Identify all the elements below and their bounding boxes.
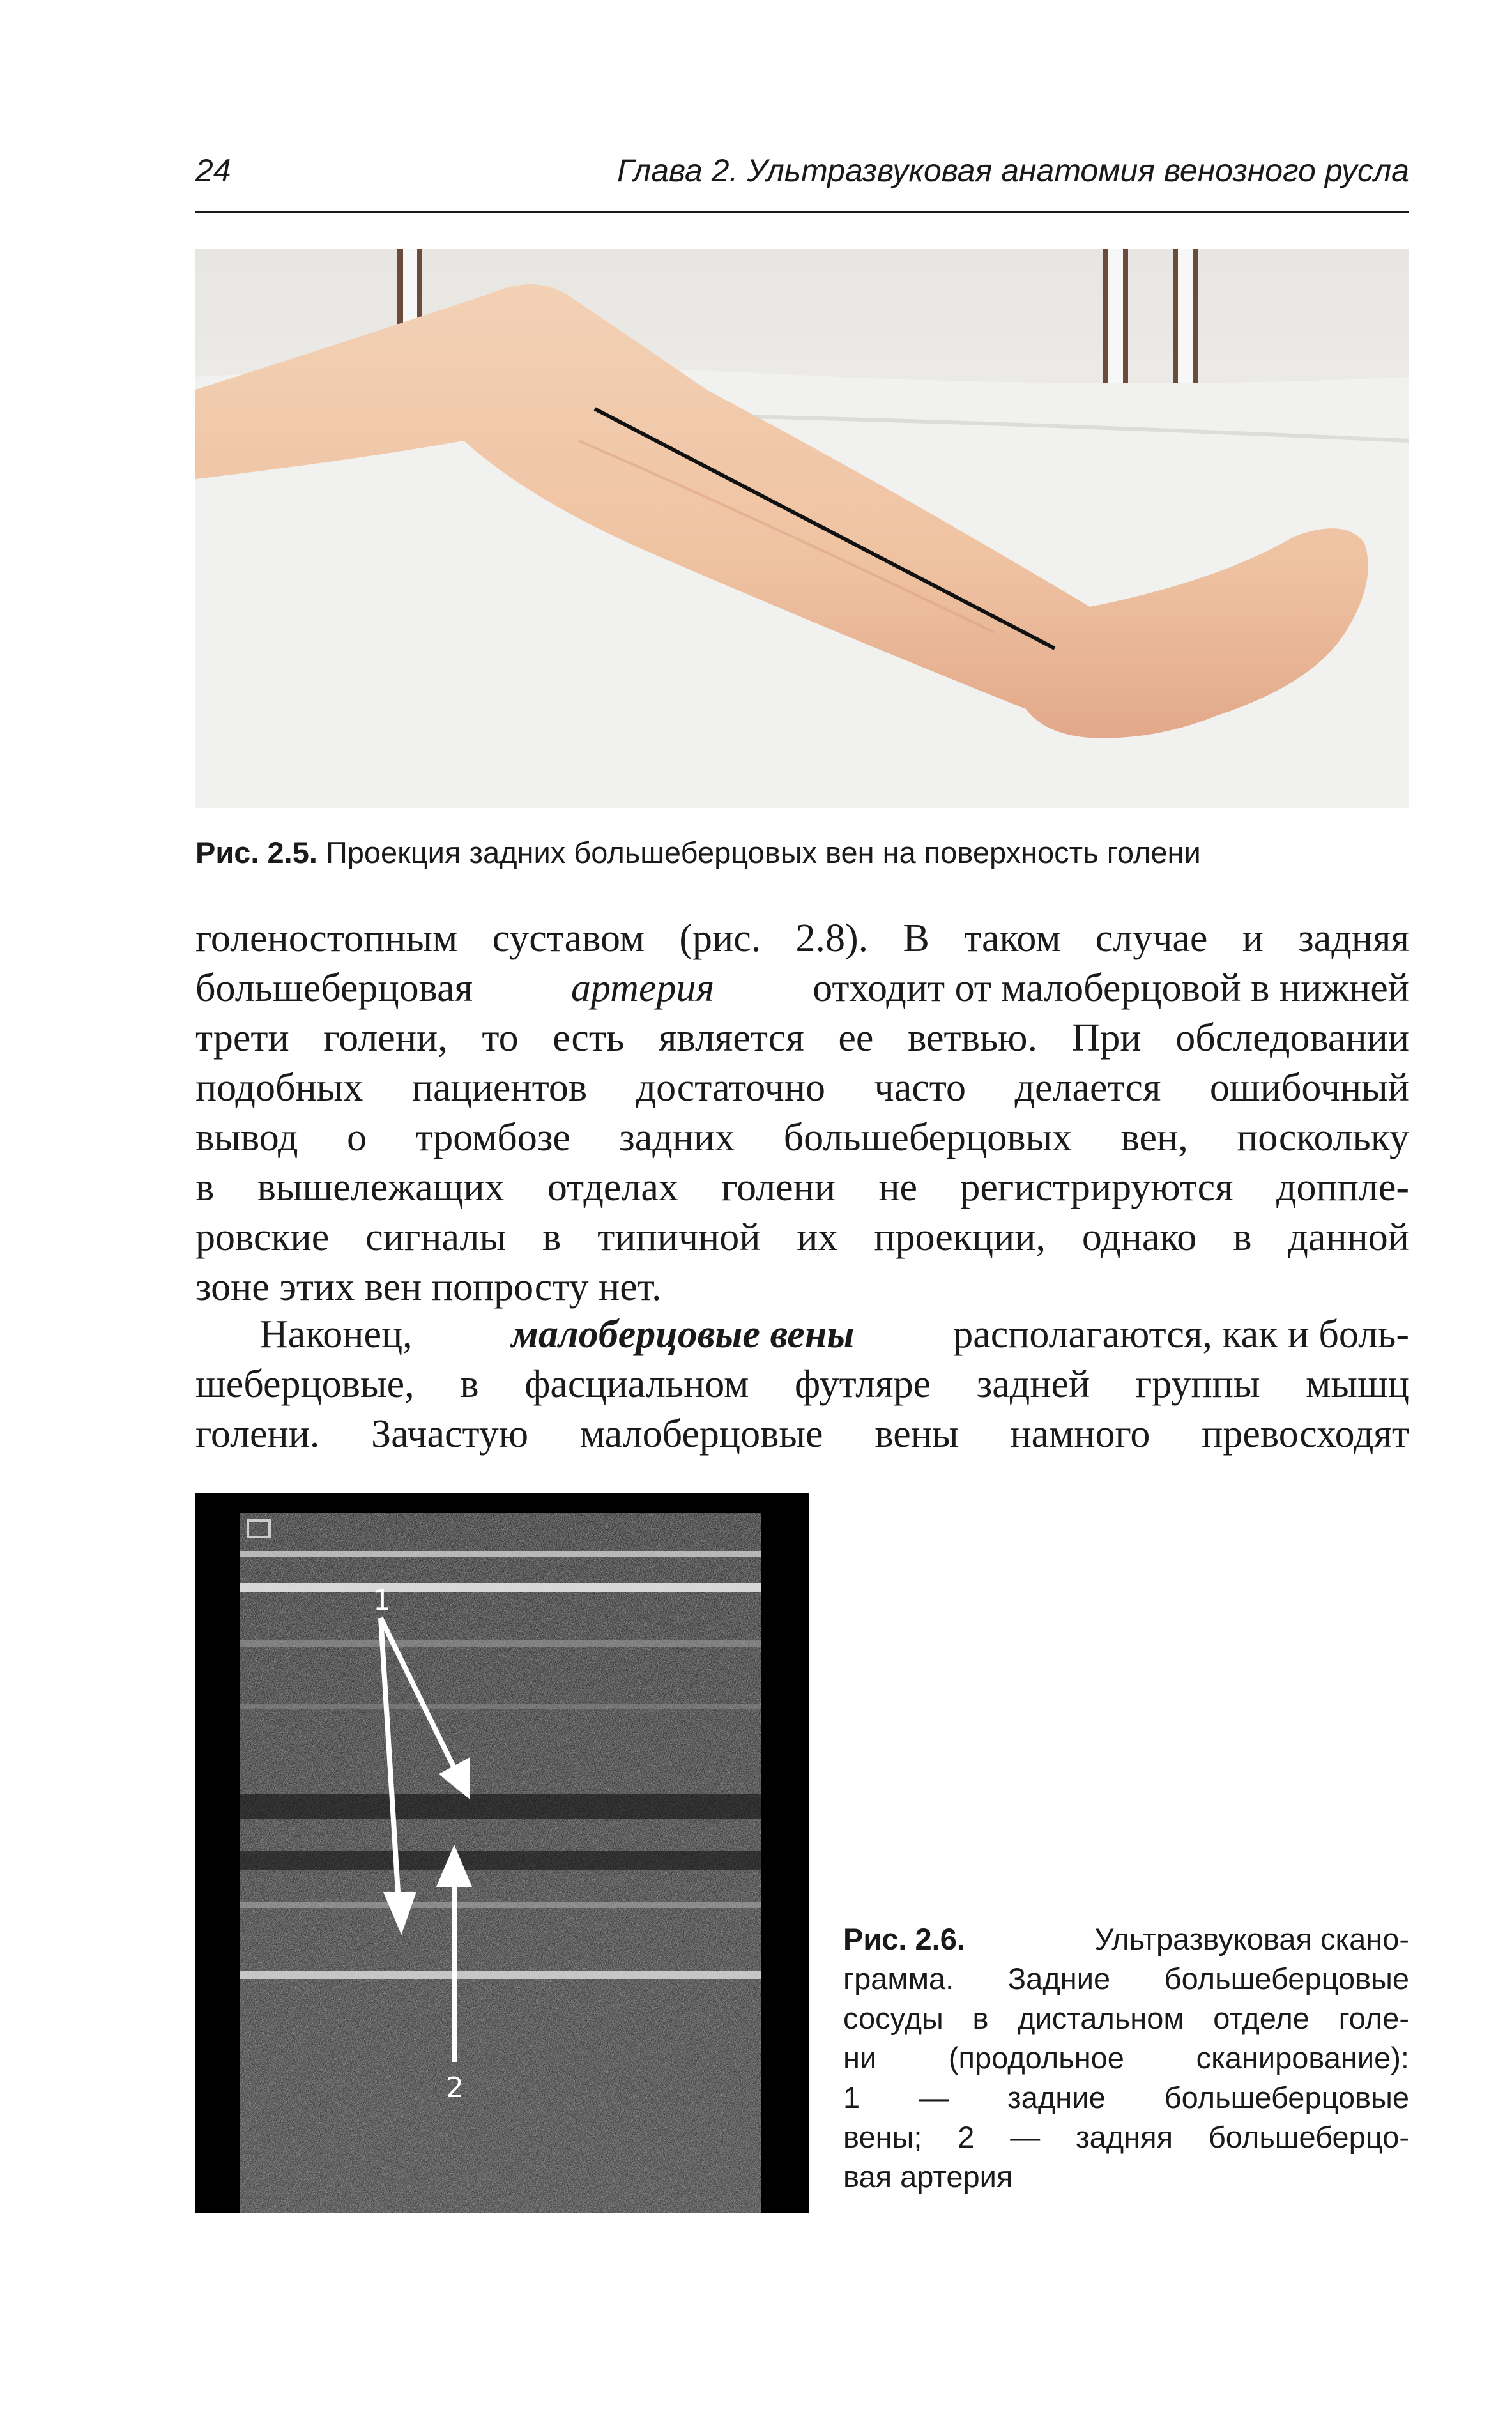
figure-2-6-caption-line xyxy=(843,1959,1409,1999)
figure-2-6-label: Рис. 2.6. xyxy=(843,1922,965,1956)
paragraph-2 xyxy=(195,1309,1409,1459)
term-peroneal-veins: малоберцовые вены xyxy=(511,1313,855,1356)
leg-photo-illustration xyxy=(195,249,1409,808)
header-rule xyxy=(195,211,1409,213)
caption-word: 2 xyxy=(958,2120,975,2154)
caption-word: вены; xyxy=(843,2120,922,2154)
caption-word: сканирование): xyxy=(1196,2041,1409,2075)
paragraph-1-line: вывод о тромбозе задних большеберцовых вен, поскольку xyxy=(195,1116,1409,1159)
paragraph-2-line xyxy=(195,1309,1409,1359)
paragraph-1-line: трети голени, то есть является ее ветвью. При обследовании xyxy=(195,1016,1409,1060)
paragraph-2-line: шеберцовые, в фасциальном футляре задней группы мышц xyxy=(195,1362,1409,1406)
arrow-label-1: 1 xyxy=(373,1584,391,1617)
paragraph-1-line: в вышележащих отделах голени не регистрируются доппле- xyxy=(195,1166,1409,1209)
caption-word: задняя xyxy=(1076,2120,1173,2154)
running-header xyxy=(195,152,1409,203)
caption-word: задние xyxy=(1007,2080,1106,2114)
figure-2-6-caption-line xyxy=(843,2118,1409,2157)
arrow-label-2: 2 xyxy=(446,2072,464,2104)
chapter-title: Глава 2. Ультразвуковая анатомия венозного русла xyxy=(617,153,1409,188)
paragraph-1 xyxy=(195,913,1409,1312)
term-artery: артерия xyxy=(570,966,715,1010)
paragraph-2-start: Наконец, xyxy=(259,1313,413,1356)
caption-word: большеберцо- xyxy=(1208,2120,1409,2154)
figure-2-6-caption-line xyxy=(843,1999,1409,2038)
figure-2-6-text: Ультразвуковая скано- xyxy=(1094,1922,1409,1956)
caption-word: грамма. xyxy=(843,1962,954,1995)
paragraph-1-line: зоне этих вен попросту нет. xyxy=(195,1265,662,1309)
caption-word: (продольное xyxy=(948,2041,1124,2075)
figure-2-6-caption xyxy=(843,1919,1409,2197)
paragraph-1-line: подобных пациентов достаточно часто делается ошибочный xyxy=(195,1066,1409,1110)
paragraph-1-line-2-end: отходит от малоберцовой в нижней xyxy=(813,966,1409,1010)
caption-word: большеберцовые xyxy=(1164,1962,1409,1995)
paragraph-2-line: голени. Зачастую малоберцовые вены намного превосходят xyxy=(195,1412,1409,1456)
paragraph-1-line xyxy=(195,963,1409,1013)
caption-word: голе- xyxy=(1338,2001,1409,2035)
figure-2-6-text: вая артерия xyxy=(843,2160,1013,2194)
caption-word: 1 xyxy=(843,2080,860,2114)
page-number: 24 xyxy=(195,153,231,188)
paragraph-1-line-2-start: большеберцовая xyxy=(195,966,473,1010)
caption-word: дистальном xyxy=(1018,2001,1184,2035)
figure-2-5-text: Проекция задних большеберцовых вен на поверхность голени xyxy=(325,836,1201,869)
caption-word: Задние xyxy=(1007,1962,1111,1995)
caption-word: ни xyxy=(843,2041,877,2075)
figure-2-6-caption-line xyxy=(843,2038,1409,2078)
figure-2-5-caption xyxy=(195,834,1409,872)
caption-word: в xyxy=(972,2001,989,2035)
ultrasound-scan-image xyxy=(195,1493,809,2213)
caption-word: сосуды xyxy=(843,2001,943,2035)
ultrasound-scan xyxy=(195,1493,809,2213)
caption-word: — xyxy=(919,2080,949,2114)
leg-photo xyxy=(195,249,1409,808)
caption-word: отделе xyxy=(1213,2001,1310,2035)
figure-2-5-label: Рис. 2.5. xyxy=(195,836,317,869)
paragraph-2-end: располагаются, как и боль- xyxy=(953,1313,1409,1356)
figure-2-6-caption-line xyxy=(843,2157,1409,2197)
figure-2-6-caption-line xyxy=(843,1919,1409,1959)
caption-word: большеберцовые xyxy=(1164,2080,1409,2114)
paragraph-1-line: голеностопным суставом (рис. 2.8). В таком случае и задняя xyxy=(195,917,1409,960)
caption-word: — xyxy=(1010,2120,1041,2154)
figure-2-6-caption-line xyxy=(843,2078,1409,2118)
paragraph-1-line: ровские сигналы в типичной их проекции, однако в данной xyxy=(195,1216,1409,1259)
